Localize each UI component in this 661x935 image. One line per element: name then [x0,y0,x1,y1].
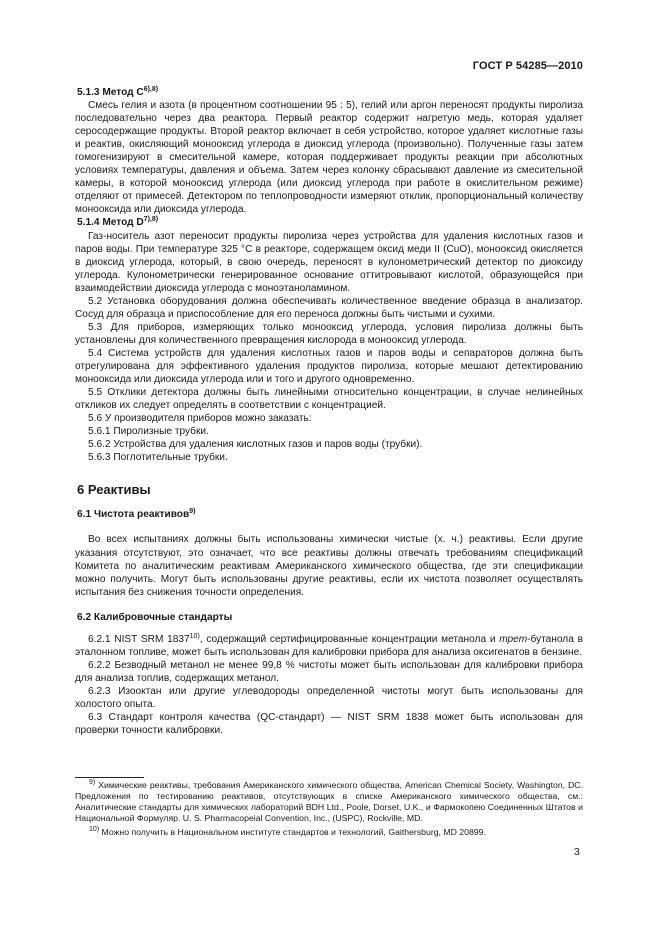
paragraph-5-3: 5.3 Для приборов, измеряющих только монооксид углерода, условия пиролиза должны быть установлены для количественного превращения кислорода в монооксид углерода. [75,321,583,346]
document-body [75,86,583,737]
page-number: 3 [574,846,580,858]
footnote-9: $^{9)}$ Химические реактивы, требования Американского химического общества, American Chemical Society, Washington, DC. Предложения по тестированию реактивов, отсутствующих в списке Американского химического общества, см.: Аналитические стандарты для химических лабораторий BDH Ltd., Poole, Dorset, U.K., и Фармокопею Соединенных Штатов и Национальной Формуляр. U. S. Pharmacopeial Convention, Inc., (USPC), Rockville, MD. [75,779,583,824]
section-6-1-title: 6.1 Чистота реактивов$^{9)}$ [77,508,196,521]
footnote-separator [75,777,144,778]
paragraph-5-5: 5.5 Отклики детектора должны быть линейными относительно концентрации, в случае нелинейных откликов их следует определять в соответствии с концентрацией. [75,387,583,412]
section-5-1-4-title: 5.1.4 Метод $D^{7),8)}$ [77,216,159,229]
footnote-10: $^{10)}$ Можно получить в Национальном институте стандартов и технологий, Gaithersburg, MD 20899. [89,826,486,838]
paragraph-6-2-3: 6.2.3 Изооктан или другие углеводороды определенной чистоты могут быть использованы для холостого опыта. [75,685,583,710]
section-5-1-4-text: Газ-носитель азот переносит продукты пиролиза через устройства для удаления кислотных газов и паров воды. При температуре 325 °С в реакторе, содержащем оксид меди II (CuO), монооксид окисляется в диоксид углерода, который, в свою очередь, переносят в кулонометрический детектор по диоксиду углерода. Кулонометрически генерированное основание оттитровывают кислотой, образующейся при взаимодействии диоксида углерода с моноэтаноламином. [75,230,583,294]
section-6-2-title: 6.2 Калибровочные стандарты [77,611,233,623]
document-header: ГОСТ Р 54285—2010 [472,60,583,72]
section-6-title: 6 Реактивы [77,482,151,498]
paragraph-6-3: 6.3 Стандарт контроля качества (QC-стандарт) — NIST SRM 1838 может быть использован для проверки точности калибровки. [75,712,583,737]
footnotes [75,780,583,838]
paragraph-5-6-2: 5.6.2 Устройства для удаления кислотных газов и паров воды (трубки). [88,439,423,451]
paragraph-5-6-3: 5.6.3 Поглотительные трубки. [88,452,228,464]
section-5-1-3-title: 5.1.3 Метод $С^{6),8)}$ [77,86,159,98]
paragraph-5-6-1: 5.6.1 Пиролизные трубки. [88,426,209,438]
section-5-1-3-text: Смесь гелия и азота (в процентном соотношении 95 : 5), гелий или аргон переносят продукты пиролиза последовательно через два реактора. Первый реактор содержит нагретую медь, которая удаляет серосодержащие продукты. Второй реактор включает в себя устройство, которое удаляет кислотные газы и реактив, окисляющий монооксид углерода в диоксид углерода (произвольно). Полученные газы затем гомогенизируют в смесительной камере, которая поддерживает продукты реакции при абсолютных условиях температуры, давления и объема. Затем через колонку сбрасывают давление из смесительной камеры, в которой монооксид углерода (или диоксид углерода при работе в окислительном режиме) отделяют от примесей. Детектором по теплопроводности измеряют отклик, пропорциональный количеству монооксида или диоксида углерода. [75,100,583,216]
paragraph-5-2: 5.2 Установка оборудования должна обеспечивать количественное введение образца в анализатор. Сосуд для образца и приспособление для его переноса должны быть чистыми и сухими. [75,295,583,320]
paragraph-6-2-2: 6.2.2 Безводный метанол не менее 99,8 % чистоты может быть использован для калибровки прибора для анализа топлив, содержащих метанол. [75,659,583,684]
section-6-1-text: Во всех испытаниях должны быть использованы химически чистые (х. ч.) реактивы. Если другие указания отсутствуют, это означает, что все реактивы должны отвечать требованиям спецификаций Комитета по аналитическим реактивам Американского химического общества, где эти спецификации можно получить. Могут быть использованы другие реактивы, если их чистота позволяет осуществлять испытания без снижения точности определения. [75,534,583,598]
paragraph-5-6: 5.6 У производителя приборов можно заказать: [88,413,312,425]
paragraph-5-4: 5.4 Система устройств для удаления кислотных газов и паров воды и сепараторов должна быть отрегулирована для эффективного удаления продуктов пиролиза, которые мешают детектированию монооксида или диоксида углерода или и того и другого одновременно. [75,347,583,386]
paragraph-6-2-1: 6.2.1 NIST SRM 1837$^{10)}$, содержащий сертифицированные концентрации метанола и трет-бутанола в эталонном топливе, может быть использован для калибровки прибора для анализа оксигенатов в бензине. [75,632,583,658]
